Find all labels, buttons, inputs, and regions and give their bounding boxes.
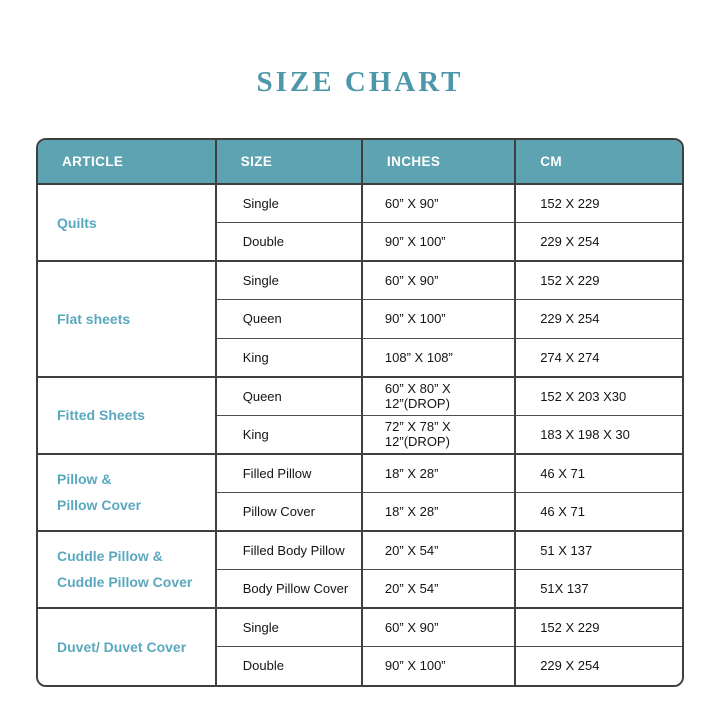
article-label: Fitted Sheets xyxy=(57,407,145,423)
table-row xyxy=(38,531,682,570)
cm-cell: 51 X 137 xyxy=(515,531,682,570)
cm-cell: 46 X 71 xyxy=(515,492,682,531)
size-cell: Queen xyxy=(216,300,362,339)
article-cell xyxy=(38,608,216,685)
cm-cell: 183 X 198 X 30 xyxy=(515,415,682,454)
cm-cell: 229 X 254 xyxy=(515,223,682,262)
inches-cell: 20” X 54” xyxy=(362,531,515,570)
article-label: Duvet/ Duvet Cover xyxy=(57,638,187,655)
cm-cell: 229 X 254 xyxy=(515,646,682,685)
page-title: SIZE CHART xyxy=(256,66,464,98)
inches-cell: 60” X 80” X 12”(DROP) xyxy=(362,377,515,416)
inches-cell: 20” X 54” xyxy=(362,569,515,608)
table-row xyxy=(38,454,682,493)
table-row xyxy=(38,377,682,416)
size-cell: Single xyxy=(216,184,362,223)
size-cell: Body Pillow Cover xyxy=(216,569,362,608)
cm-cell: 46 X 71 xyxy=(515,454,682,493)
article-label: Cuddle Pillow Cover xyxy=(57,574,193,590)
cm-cell: 152 X 229 xyxy=(515,608,682,647)
cm-cell: 152 X 229 xyxy=(515,261,682,300)
table-row xyxy=(38,608,682,647)
cm-cell: 274 X 274 xyxy=(515,338,682,377)
article-cell xyxy=(38,184,216,261)
cm-cell: 229 X 254 xyxy=(515,300,682,339)
size-cell: Filled Pillow xyxy=(216,454,362,493)
inches-cell: 90” X 100” xyxy=(362,646,515,685)
inches-cell: 90” X 100” xyxy=(362,300,515,339)
article-cell xyxy=(38,261,216,377)
inches-cell: 60” X 90” xyxy=(362,608,515,647)
inches-cell: 90” X 100” xyxy=(362,223,515,262)
column-header-inches: INCHES xyxy=(362,140,515,184)
size-chart-table xyxy=(36,138,684,687)
article-cell xyxy=(38,377,216,454)
inches-cell: 108” X 108” xyxy=(362,338,515,377)
article-cell xyxy=(38,454,216,531)
size-cell: King xyxy=(216,338,362,377)
inches-cell: 72” X 78” X 12”(DROP) xyxy=(362,415,515,454)
article-label: Flat sheets xyxy=(57,310,131,327)
cm-cell: 51X 137 xyxy=(515,569,682,608)
article-label: Cuddle Pillow & xyxy=(57,548,163,564)
cm-cell: 152 X 203 X30 xyxy=(515,377,682,416)
table-row xyxy=(38,184,682,223)
article-cell xyxy=(38,531,216,608)
column-header-article: ARTICLE xyxy=(38,140,216,184)
size-cell: Single xyxy=(216,261,362,300)
inches-cell: 60” X 90” xyxy=(362,184,515,223)
size-cell: Double xyxy=(216,223,362,262)
article-label: Pillow Cover xyxy=(57,497,142,513)
inches-cell: 18” X 28” xyxy=(362,492,515,531)
table-row xyxy=(38,261,682,300)
inches-cell: 60” X 90” xyxy=(362,261,515,300)
size-cell: Double xyxy=(216,646,362,685)
size-cell: King xyxy=(216,415,362,454)
inches-cell: 18” X 28” xyxy=(362,454,515,493)
cm-cell: 152 X 229 xyxy=(515,184,682,223)
size-cell: Filled Body Pillow xyxy=(216,531,362,570)
size-cell: Queen xyxy=(216,377,362,416)
header-row xyxy=(38,140,682,184)
article-label: Pillow & xyxy=(57,471,112,487)
size-cell: Pillow Cover xyxy=(216,492,362,531)
size-cell: Single xyxy=(216,608,362,647)
article-label: Quilts xyxy=(57,214,97,231)
column-header-size: SIZE xyxy=(216,140,362,184)
column-header-cm: CM xyxy=(515,140,682,184)
